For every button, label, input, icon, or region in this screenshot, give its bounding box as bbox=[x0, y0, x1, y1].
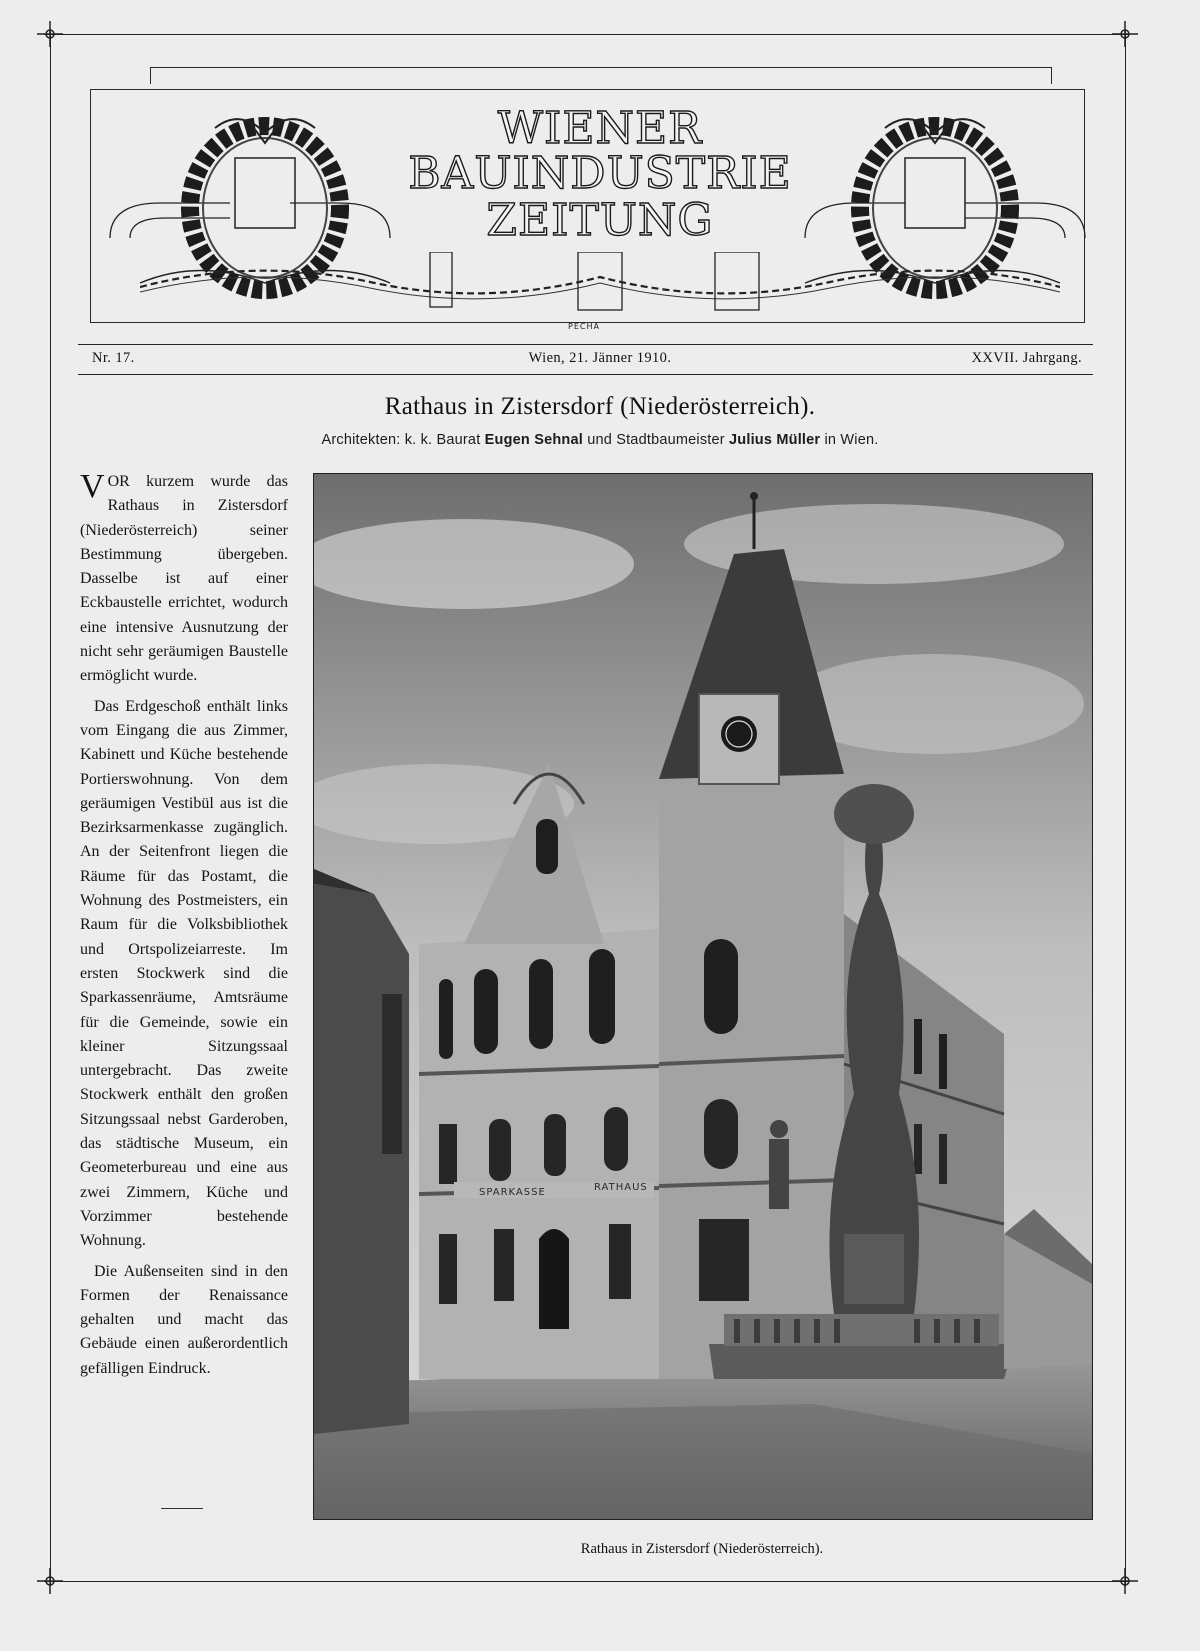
article-title: Rathaus in Zistersdorf (Niederösterreich). bbox=[384, 393, 816, 420]
corner-ornament-bottom-left bbox=[37, 1568, 63, 1594]
masthead-outer-box bbox=[150, 67, 1052, 84]
masthead-title-line-2: BAUINDUSTRIE bbox=[408, 148, 792, 199]
issue-number: Nr. 17. bbox=[92, 350, 135, 366]
article-paragraph-3: Die Außenseiten sind in den Formen der Renaissance gehalten und macht das Gebäude einen außerordentlich gefälligen Eindruck. bbox=[80, 1262, 288, 1377]
frame-right-rule bbox=[1125, 30, 1126, 1586]
corner-ornament-top-right bbox=[1112, 21, 1138, 47]
issue-bar-bottom-rule bbox=[78, 374, 1093, 375]
facade-sign-sparkasse: SPARKASSE bbox=[479, 1187, 546, 1198]
article-body-column bbox=[80, 470, 288, 1387]
masthead-title-line-3: ZEITUNG bbox=[486, 195, 714, 246]
article-credits bbox=[0, 432, 1200, 448]
issue-date: Wien, 21. Jänner 1910. bbox=[528, 350, 672, 366]
architect-name-2: Julius Müller bbox=[729, 432, 821, 448]
drop-cap: V bbox=[80, 468, 105, 505]
photo-caption: Rathaus in Zistersdorf (Niederösterreich). bbox=[580, 1541, 824, 1557]
architect-name-1: Eugen Sehnal bbox=[484, 432, 583, 448]
article-paragraph-2: Das Erdgeschoß enthält links vom Eingang die aus Zimmer, Kabinett und Küche bestehende Portierswohnung. Von dem geräumigen Vestibül aus ist die Bezirksarmenkasse zugänglich. An der Seitenfront liegen die Räume für das Postamt, die Wohnung des Postmeisters, ein Raum für die Volksbibliothek und Ortspolizeiarreste. Im ersten Stockwerk sind die Sparkassenräume, Amtsräume für die Gemeinde, sowie ein kleiner Sitzungssaal untergebracht. Das zweite Stockwerk enthält den großen Sitzungssaal nebst Garderoben, das städtische Museum, ein Geometerbureau und eine aus zwei Zimmern, Küche und Vorzimmer bestehende Wohnung. bbox=[80, 697, 288, 1250]
issue-bar-top-rule bbox=[78, 344, 1093, 345]
credits-middle: und Stadtbaumeister bbox=[587, 432, 725, 448]
credits-prefix: Architekten: k. k. Baurat bbox=[321, 432, 481, 448]
artist-signature: PECHA bbox=[568, 322, 600, 331]
facade-sign-rathaus: RATHAUS bbox=[594, 1182, 648, 1193]
town-hall-photograph bbox=[313, 473, 1093, 1520]
frame-top-rule bbox=[44, 34, 1129, 35]
column-end-rule bbox=[161, 1508, 203, 1509]
masthead-title-line-1: WIENER bbox=[497, 103, 703, 154]
article-paragraph-1 bbox=[80, 470, 288, 689]
paragraph-1-text: OR kurzem wurde das Rathaus in Zistersdorf (Niederösterreich) seiner Bestimmung übergeben. Dasselbe ist auf einer Eckbaustelle errichtet, wodurch eine intensive Ausnutzung der nicht sehr geräumigen Baustelle ermöglicht wurde. bbox=[80, 473, 288, 685]
frame-left-rule bbox=[50, 30, 51, 1586]
frame-bottom-rule bbox=[44, 1581, 1129, 1582]
credits-suffix: in Wien. bbox=[824, 432, 879, 448]
garland-ornament bbox=[140, 252, 1060, 312]
corner-ornament-top-left bbox=[37, 21, 63, 47]
corner-ornament-bottom-right bbox=[1112, 1568, 1138, 1594]
issue-volume: XXVII. Jahrgang. bbox=[971, 350, 1082, 366]
town-hall-illustration bbox=[314, 474, 1092, 1519]
